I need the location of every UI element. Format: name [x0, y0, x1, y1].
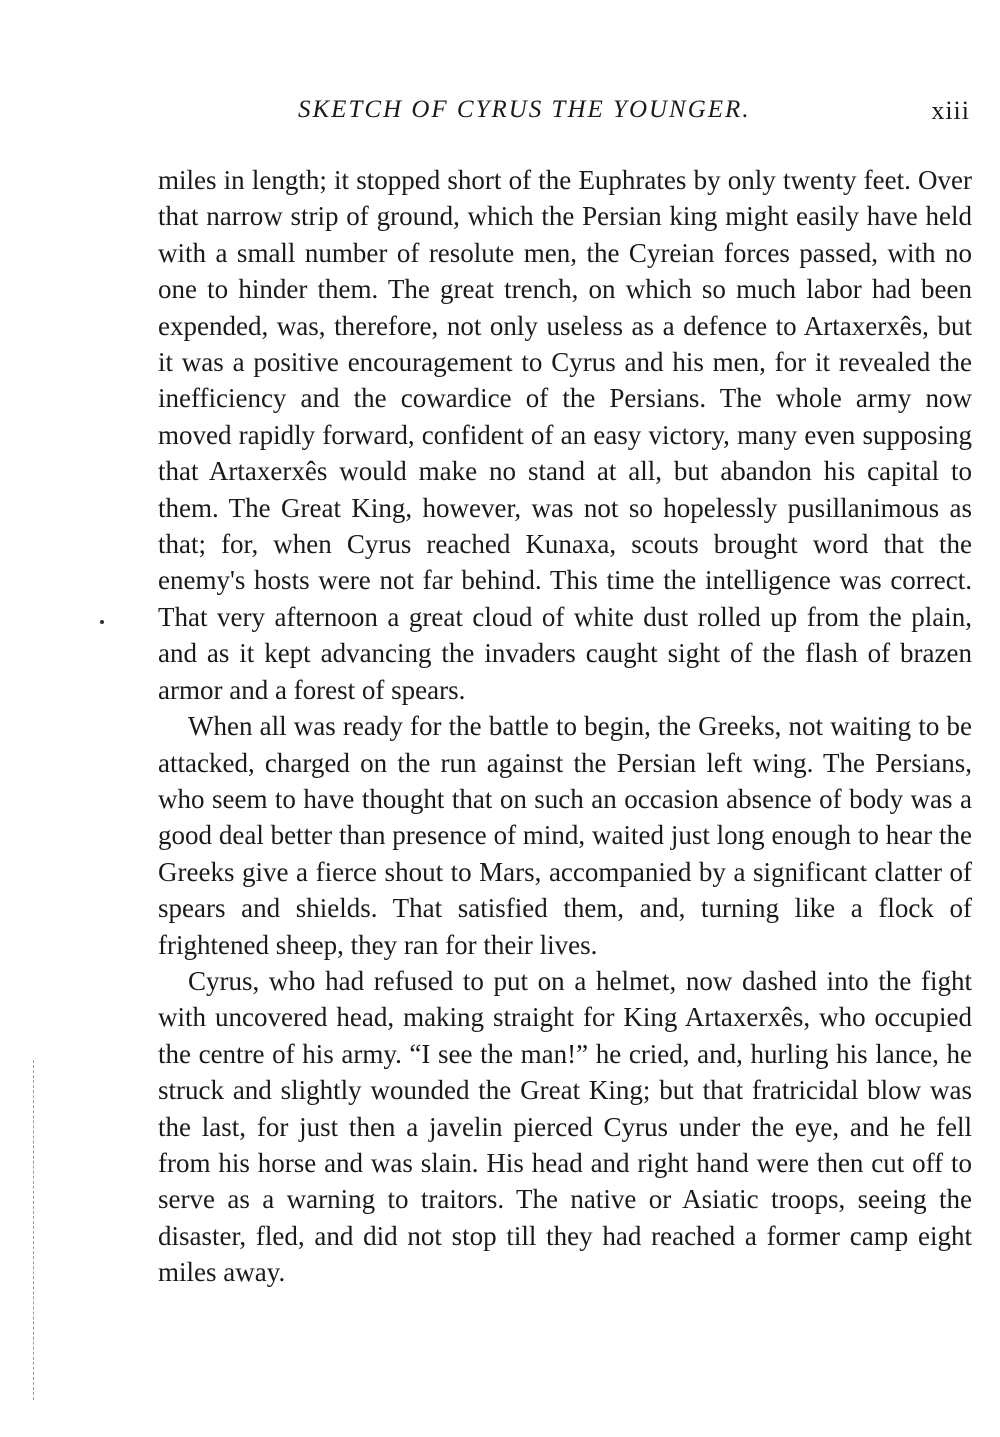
stray-ink-dot — [100, 620, 104, 624]
page-number: xiii — [931, 96, 970, 125]
body-text — [158, 162, 972, 1424]
running-head — [158, 96, 970, 130]
running-title: SKETCH OF CYRUS THE YOUNGER. — [298, 96, 751, 123]
binding-edge-mark — [33, 1060, 34, 1400]
paragraph-2: When all was ready for the battle to begin, the Greeks, not waiting to be attacked, charged on the run against the Persian left wing. The Persians, who seem to have thought that on such an occasion absence of body was a good deal better than presence of mind, waited just long enough to hear the Greeks give a fierce shout to Mars, accompanied by a significant clatter of spears and shields. That satisfied them, and, turning like a flock of frightened sheep, they ran for their lives. — [158, 711, 972, 960]
paragraph-3: Cyrus, who had refused to put on a helmet, now dashed into the fight with uncovered head, making straight for King Artaxerxês, who occupied the centre of his army. “I see the man!” he cried, and, hurling his lance, he struck and slightly wounded the Great King; but that fratricidal blow was the last, for just then a javelin pierced Cyrus under the eye, and he fell from his horse and was slain. His head and right hand were then cut off to serve as a warning to traitors. The native or Asiatic troops, seeing the disaster, fled, and did not stop till they had reached a former camp eight miles away. — [158, 965, 972, 1288]
paragraph-1: miles in length; it stopped short of the Euphrates by only twenty feet. Over that narrow strip of ground, which the Persian king might easily have held with a small number of resolute men, the Cyreian forces passed, with no one to hinder them. The great trench, on which so much labor had been expended, was, therefore, not only useless as a defence to Artaxerxês, but it was a positive encouragement to Cyrus and his men, for it revealed the inefficiency and the cowardice of the Persians. The whole army now moved rapidly forward, confident of an easy victory, many even supposing that Artaxerxês would make no stand at all, but abandon his capital to them. The Great King, however, was not so hopelessly pusillanimous as that; for, when Cyrus reached Kunaxa, scouts brought word that the enemy's hosts were not far behind. This time the intelligence was correct. That very afternoon a great cloud of white dust rolled up from the plain, and as it kept advancing the invaders caught sight of the flash of brazen armor and a forest of spears. — [158, 165, 972, 705]
